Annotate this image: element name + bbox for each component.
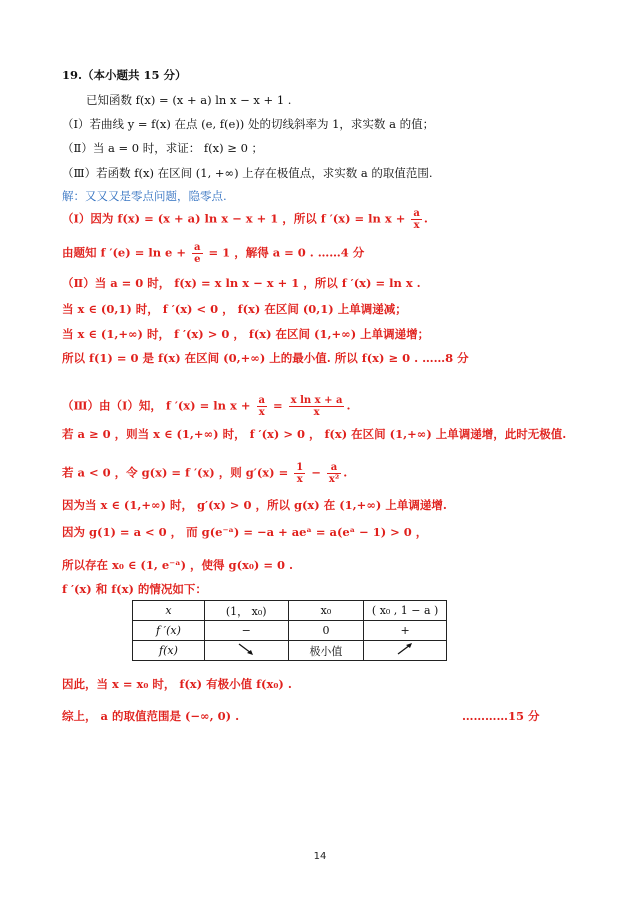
fraction-a-over-x	[257, 395, 267, 418]
fraction-denominator: x	[413, 220, 420, 231]
solution-part3-line7: f ′(x) 和 f(x) 的情况如下：	[62, 582, 207, 596]
solution-part3-text: （Ⅲ）由（Ⅰ）知， f ′(x) = ln x +	[62, 398, 251, 413]
variation-table	[132, 600, 447, 661]
table-header-row	[133, 601, 447, 621]
solution-part1-line2	[62, 242, 364, 265]
fraction-denominator: e	[194, 254, 201, 265]
table-cell: −	[204, 621, 288, 641]
problem-part-3: （Ⅲ）若函数 f(x) 在区间 (1, +∞) 上存在极值点，求实数 a 的取值范围.	[62, 166, 433, 180]
fraction-a-over-x	[411, 208, 421, 231]
table-header-cell: ( x₀ , 1 − a )	[364, 601, 447, 621]
solution-part3-line4: 因为当 x ∈ (1,+∞) 时， g′(x) > 0 ，所以 g(x) 在 (1,+∞) 上单调递增.	[62, 498, 447, 512]
fraction-denominator: x	[313, 407, 320, 418]
fraction-numerator: a	[413, 208, 420, 219]
solution-part1-line1: （Ⅰ）因为 f(x) = (x + a) ln x − x + 1 ，所以 f ′(x) = ln x + $\frac{a}{x}$ .	[62, 208, 428, 231]
solution-part3-line5: 因为 g(1) = a < 0 ， 而 g(e⁻ᵃ) = −a + aeᵃ = a(eᵃ − 1) > 0 ，	[62, 525, 428, 539]
table-cell	[364, 641, 447, 661]
table-row-label: f(x)	[133, 641, 205, 661]
table-cell: 极小值	[288, 641, 364, 661]
equals-sign: =	[273, 398, 283, 413]
table-row	[133, 621, 447, 641]
fraction-denominator: x	[296, 474, 303, 485]
solution-part1-result: = 1 ，解得 a = 0 . ……4 分	[208, 245, 365, 260]
fraction-numerator: 1	[296, 462, 304, 473]
fraction-1-over-x	[294, 462, 305, 485]
solution-part1-text-2: 由题知 f ′(e) = ln e +	[62, 245, 187, 260]
table-cell	[204, 641, 288, 661]
table-row-label: f ′(x)	[133, 621, 205, 641]
increasing-arrow-icon	[395, 642, 415, 656]
fraction-xlnx-plus-a-over-x	[289, 395, 345, 418]
solution-part2-line2: 当 x ∈ (0,1) 时， f ′(x) < 0 ， f(x) 在区间 (0,1) 上单调递减；	[62, 302, 407, 316]
problem-header: 19.（本小题共 15 分）	[62, 68, 187, 82]
solution-part2-line4: 所以 f(1) = 0 是 f(x) 在区间 (0,+∞) 上的最小值. 所以 f(x) ≥ 0 . ……8 分	[62, 351, 469, 365]
solution-part3-line1: （Ⅲ）由（Ⅰ）知， f ′(x) = ln x + $\frac{a}{x}$ = $\frac{\text{x ln x + a}}{x}$ .	[62, 395, 351, 418]
minus-sign: −	[311, 465, 321, 480]
solution-conclusion: 综上， a 的取值范围是 (−∞, 0) .	[62, 709, 240, 723]
fraction-a-over-e	[192, 242, 202, 265]
fraction-denominator: x²	[328, 474, 340, 485]
table-header-cell: (1， x₀)	[204, 601, 288, 621]
solution-part3-line2: 若 a ≥ 0 ，则当 x ∈ (1,+∞) 时， f ′(x) > 0 ， f(x) 在区间 (1,+∞) 上单调递增，此时无极值.	[62, 427, 567, 441]
solution-part3-line3: 若 a < 0 ，令 g(x) = f ′(x) ，则 g′(x) = $\frac{1}{x}$ − $\frac{a}{\text{x²}}$ .	[62, 462, 348, 485]
table-header-cell: x₀	[288, 601, 364, 621]
solution-part3-line6: 所以存在 x₀ ∈ (1, e⁻ᵃ) ，使得 g(x₀) = 0 .	[62, 558, 294, 572]
solution-part2-line1: （Ⅱ）当 a = 0 时， f(x) = x ln x − x + 1 ，所以 f ′(x) = ln x .	[62, 276, 421, 290]
fraction-numerator: a	[194, 242, 201, 253]
problem-given: 已知函数 f(x) = (x + a) ln x − x + 1 .	[86, 93, 292, 107]
solution-part3-line8: 因此，当 x = x₀ 时， f(x) 有极小值 f(x₀) .	[62, 677, 292, 691]
table-header-cell: x	[133, 601, 205, 621]
fraction-numerator: a	[327, 462, 341, 474]
fraction-numerator: x ln x + a	[290, 395, 343, 406]
fraction-numerator: a	[258, 395, 265, 406]
problem-part-1: （Ⅰ）若曲线 y = f(x) 在点 (e, f(e)) 处的切线斜率为 1，求实数 a 的值；	[62, 117, 435, 131]
page-number: 14	[313, 851, 327, 862]
solution-final-score: …………15 分	[462, 709, 540, 723]
fraction-denominator: x	[258, 407, 265, 418]
table-row	[133, 641, 447, 661]
solution-part3-text-3: 若 a < 0 ，令 g(x) = f ′(x) ，则 g′(x) =	[62, 465, 289, 480]
solution-part2-line3: 当 x ∈ (1,+∞) 时， f ′(x) > 0 ， f(x) 在区间 (1,+∞) 上单调递增；	[62, 327, 430, 341]
fraction-a-over-x-squared	[327, 462, 341, 485]
problem-part-2: （Ⅱ）当 a = 0 时，求证： f(x) ≥ 0 ；	[62, 141, 264, 155]
table-cell: +	[364, 621, 447, 641]
table-cell: 0	[288, 621, 364, 641]
solution-note: 解：又又又是零点问题，隐零点.	[62, 189, 227, 203]
solution-part1-text: （Ⅰ）因为 f(x) = (x + a) ln x − x + 1 ，所以 f ′(x) = ln x +	[62, 211, 406, 226]
decreasing-arrow-icon	[236, 642, 256, 656]
